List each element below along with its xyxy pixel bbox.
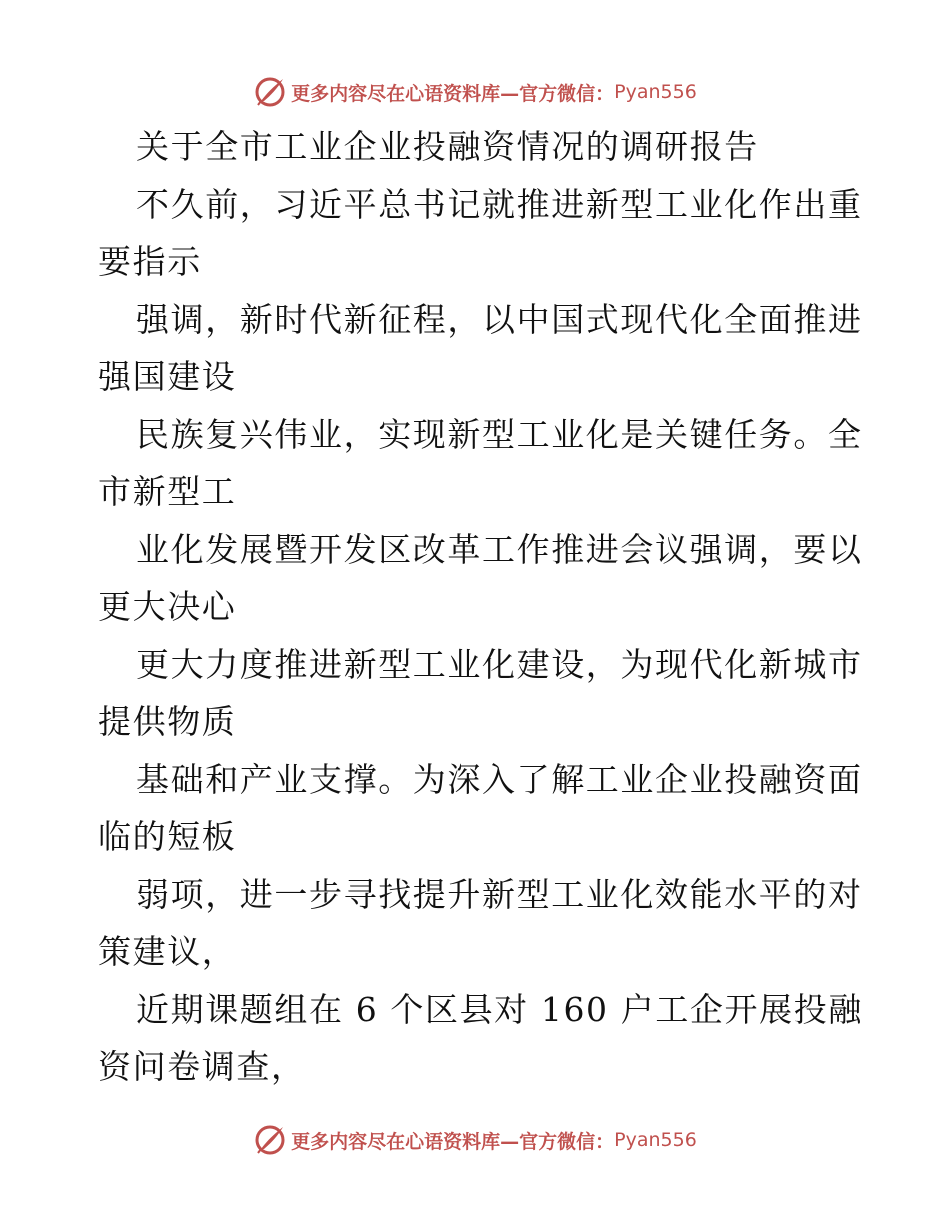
feather-pen-icon (253, 1123, 287, 1157)
paragraph-line: 民族复兴伟业，实现新型工业化是关键任务。全 (136, 414, 863, 454)
paragraph-line: 业化发展暨开发区改革工作推进会议强调，要以 (136, 529, 863, 569)
paragraph-line: 提供物质 (98, 702, 237, 741)
paragraph-line: 市新型工 (98, 472, 237, 511)
paragraph-line: 要指示 (98, 242, 202, 281)
paragraph-line: 弱项，进一步寻找提升新型工业化效能水平的对 (136, 874, 863, 914)
banner-text: 更多内容尽在心语资料库—官方微信： (291, 1130, 615, 1153)
paragraph-line: 强国建设 (98, 357, 237, 396)
paragraph-line: 基础和产业支撑。为深入了解工业企业投融资面 (136, 759, 863, 799)
feather-pen-icon (253, 75, 287, 109)
banner-text: 更多内容尽在心语资料库—官方微信： (291, 82, 615, 105)
paragraph-line: 临的短板 (98, 817, 237, 856)
paragraph-line: 近期课题组在 6 个区县对 160 户工企开展投融 (136, 989, 863, 1029)
paragraph-line: 策建议， (98, 932, 237, 971)
paragraph-line: 更大决心 (98, 587, 237, 626)
document-body (98, 118, 863, 1096)
banner-wechat-id: Pyan556 (614, 1129, 697, 1151)
paragraph-line: 更大力度推进新型工业化建设，为现代化新城市 (136, 644, 863, 684)
banner-wechat-id: Pyan556 (614, 81, 697, 103)
paragraph-line: 不久前，习近平总书记就推进新型工业化作出重 (136, 184, 863, 224)
paragraph-line: 强调，新时代新征程，以中国式现代化全面推进 (136, 299, 863, 339)
header-banner (0, 72, 950, 112)
paragraph-line: 资问卷调查， (98, 1047, 306, 1086)
document-title: 关于全市工业企业投融资情况的调研报告 (136, 127, 759, 166)
footer-banner (0, 1120, 950, 1160)
